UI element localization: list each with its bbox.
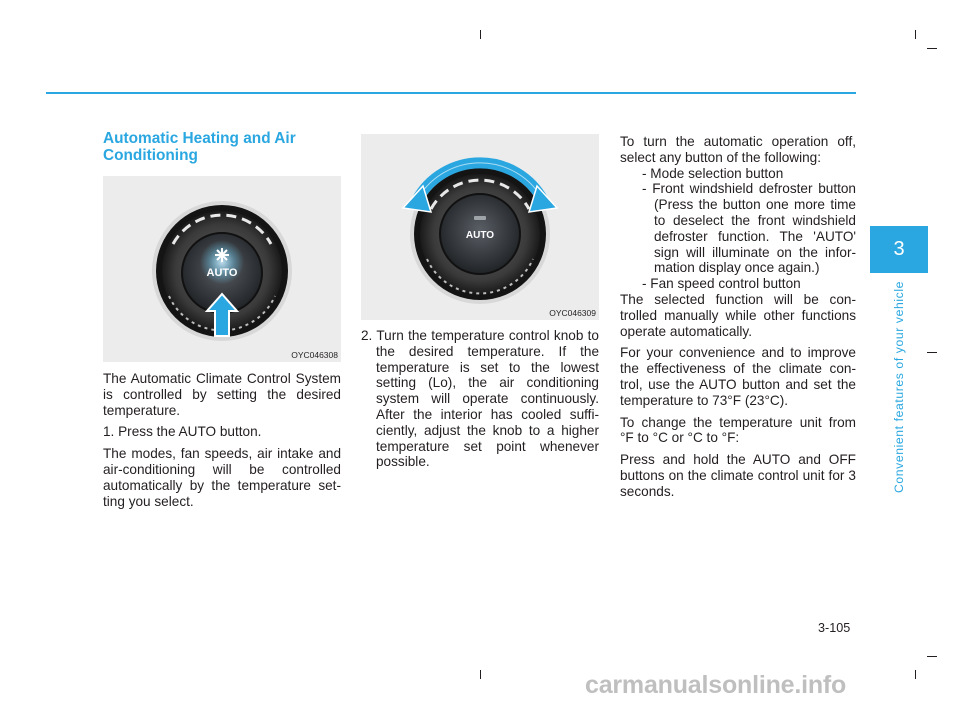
change-unit-steps: Press and hold the AUTO and OFF buttons on the climate control unit for 3 seconds.: [620, 452, 856, 499]
chapter-title: Convenient features of your vehicle: [892, 280, 906, 494]
column-3: [620, 134, 856, 506]
temperature-knob-illustration: [361, 134, 599, 320]
chapter-tab: 3: [870, 226, 928, 273]
crop-mark-top-right-horizontal: [927, 48, 937, 49]
step-1: 1. Press the AUTO button.: [103, 424, 262, 440]
modes-paragraph: The modes, fan speeds, air intake and air-conditioning will be controlled automatically by the temperature set- ting you select.: [103, 446, 341, 509]
convenience-paragraph: For your convenience and to improve the effectiveness of the climate con- trol, use the AUTO button and set the temperature to 73°F (23°C).: [620, 345, 856, 408]
turn-off-intro: To turn the automatic operation off, select any button of the following:: [620, 134, 856, 165]
figure-code: OYC046309: [549, 308, 596, 318]
crop-mark-mid-right: [927, 352, 937, 353]
page-number: 3-105: [818, 621, 851, 635]
section-title: Automatic Heating and Air Conditioning: [103, 130, 296, 164]
auto-button-label: AUTO: [206, 267, 238, 279]
bullet-windshield-defroster: - Front windshield defroster button (Press the button one more time to deselect the front windshield defroster function. The 'AUTO' sign will illuminate on the infor- mation display once again.): [642, 181, 856, 276]
auto-button-illustration: [103, 176, 341, 362]
auto-indicator-burst-icon: [215, 248, 229, 262]
change-unit-intro: To change the temperature unit from °F to °C or °C to °F:: [620, 414, 856, 446]
intro-paragraph: The Automatic Climate Control System is controlled by setting the desired temperature.: [103, 371, 341, 418]
crop-mark-bottom-right-vertical: [915, 670, 916, 679]
crop-mark-bottom-center: [480, 670, 481, 679]
auto-button-label-2: AUTO: [465, 230, 495, 241]
crop-mark-bottom-right-horizontal: [927, 656, 937, 657]
crop-mark-top-center: [480, 30, 481, 39]
bullet-fan-speed: - Fan speed control button: [642, 276, 801, 292]
step-2: 2. Turn the temperature control knob to the desired temperature. If the temperature is set to the lowest setting (Lo), the air conditioning system will operate continuously. After the interior has cooled suffi- ciently, adjust the knob to a higher temperature set point whenever possible.: [361, 328, 599, 470]
column-1: [103, 130, 341, 515]
crop-mark-top-right-vertical: [915, 30, 916, 39]
header-rule: [46, 92, 856, 94]
column-2: [361, 134, 599, 476]
watermark: carmanualsonline.info: [585, 671, 847, 699]
figure-code: OYC046308: [291, 350, 338, 360]
figure-temperature-knob: [361, 134, 599, 320]
figure-auto-button: [103, 176, 341, 362]
bullet-mode-selection: - Mode selection button: [642, 165, 784, 181]
manual-paragraph: The selected function will be con- trolled manually while other functions operate automatically.: [620, 291, 856, 339]
